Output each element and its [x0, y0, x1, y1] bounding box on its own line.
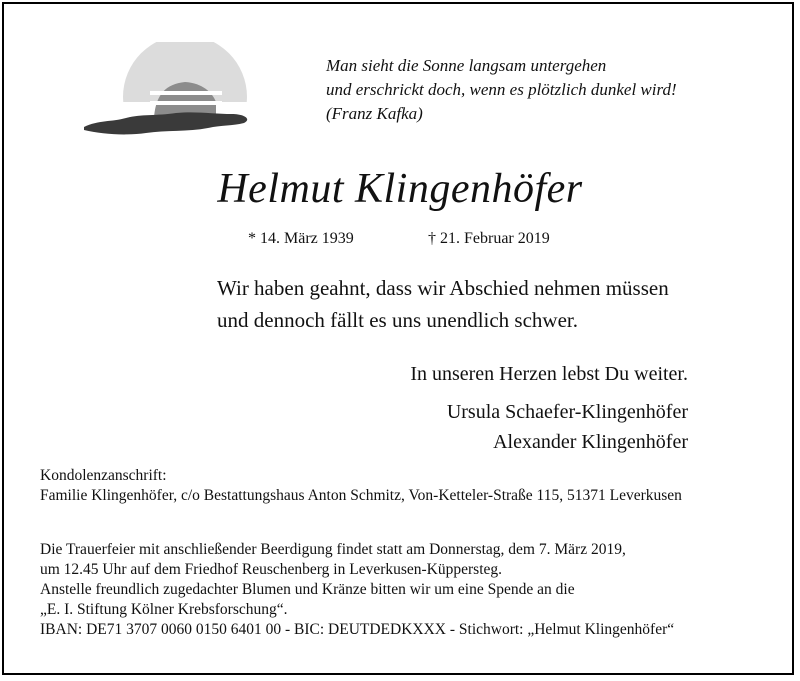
funeral-info-line: Die Trauerfeier mit anschließender Beerdigung findet statt am Donnerstag, dem 7. März 2019,: [40, 541, 626, 558]
quote-author: (Franz Kafka): [326, 104, 423, 123]
deceased-name: Helmut Klingenhöfer: [217, 166, 583, 212]
quote-line-1: Man sieht die Sonne langsam untergehen: [326, 56, 607, 75]
birth-date: * 14. März 1939: [248, 230, 354, 247]
funeral-info: [40, 540, 674, 640]
funeral-info-line: Anstelle freundlich zugedachter Blumen und Kränze bitten wir um eine Spende an die: [40, 581, 575, 598]
condolence-address-line: Familie Klingenhöfer, c/o Bestattungshaus Anton Schmitz, Von-Ketteler-Straße 115, 51371 Leverkusen: [40, 487, 682, 504]
condolence-address: [40, 466, 682, 506]
message-line-1: Wir haben geahnt, dass wir Abschied nehmen müssen: [217, 276, 669, 300]
obituary-notice: [2, 2, 794, 675]
signature-1: Ursula Schaefer-Klingenhöfer: [446, 401, 688, 423]
main-message: [217, 272, 669, 336]
funeral-info-line: „E. I. Stiftung Kölner Krebsforschung“.: [40, 601, 288, 618]
sunset-emblem-icon: [84, 42, 254, 142]
condolence-label: Kondolenzanschrift:: [40, 467, 167, 484]
heart-line: In unseren Herzen lebst Du weiter.: [410, 363, 688, 385]
message-line-2: und dennoch fällt es uns unendlich schwer.: [217, 308, 578, 332]
quote-line-2: und erschrickt doch, wenn es plötzlich dunkel wird!: [326, 80, 677, 99]
funeral-info-line: IBAN: DE71 3707 0060 0150 6401 00 - BIC: DEUTDEDKXXX - Stichwort: „Helmut Klingenhöfer“: [40, 621, 675, 638]
signature-2: Alexander Klingenhöfer: [493, 431, 688, 453]
death-date: † 21. Februar 2019: [428, 230, 550, 247]
kafka-quote: [326, 54, 677, 126]
funeral-info-line: um 12.45 Uhr auf dem Friedhof Reuschenberg in Leverkusen-Küppersteg.: [40, 561, 503, 578]
